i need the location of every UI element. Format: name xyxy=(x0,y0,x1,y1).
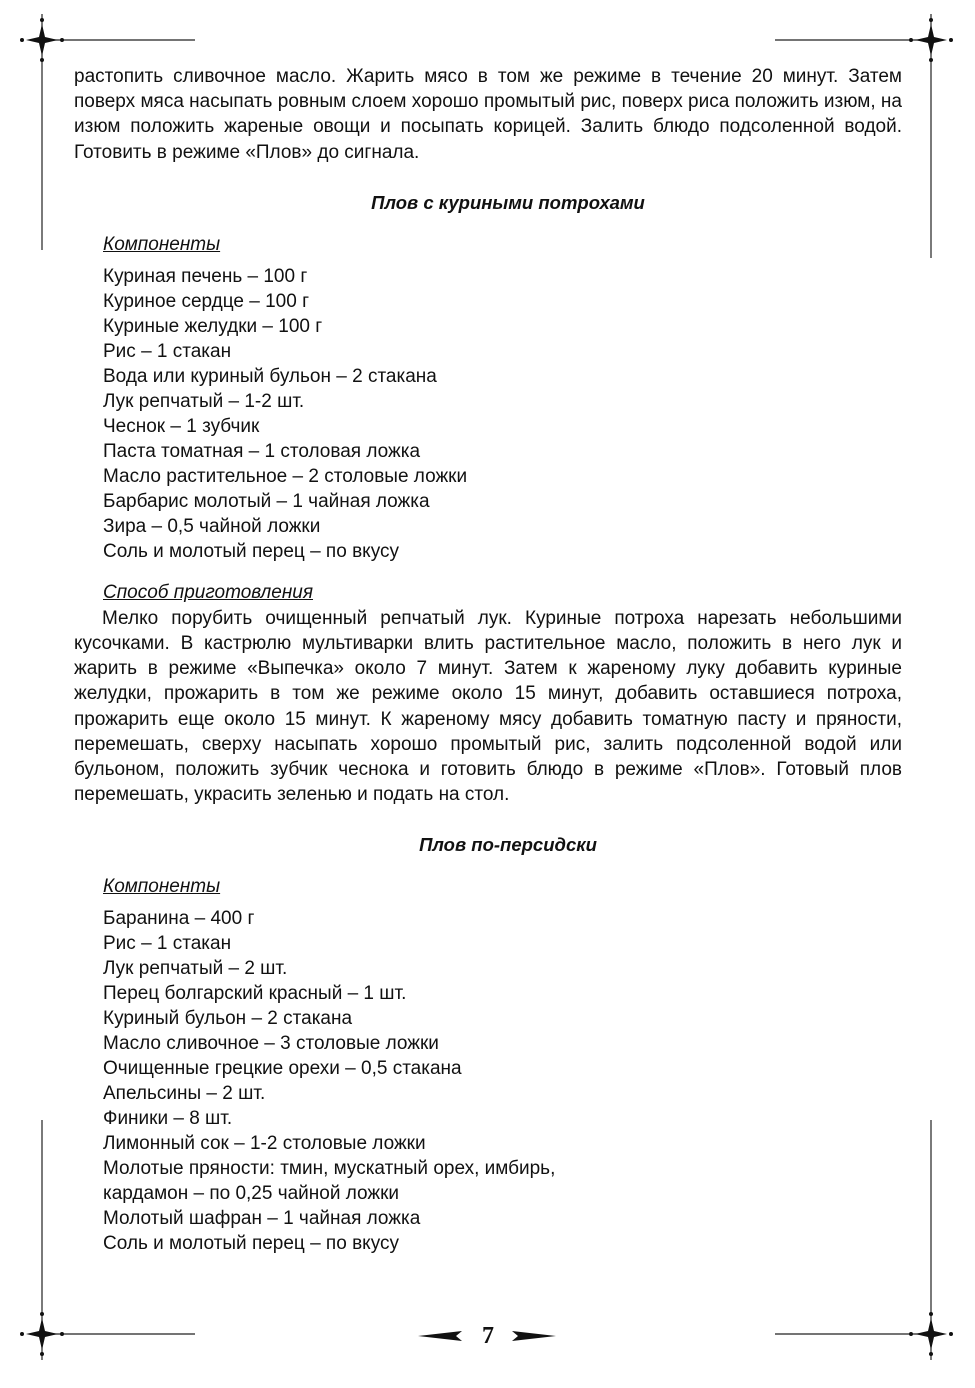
page-content xyxy=(74,64,902,1256)
ingredient-item: Куриный бульон – 2 стакана xyxy=(103,1008,353,1030)
ingredient-item: Соль и молотый перец – по вкусу xyxy=(103,1233,399,1255)
page-number: 7 xyxy=(482,1323,494,1349)
ingredient-item: Баранина – 400 г xyxy=(103,908,255,930)
ingredient-item: Апельсины – 2 шт. xyxy=(103,1083,266,1105)
ingredient-item: Зира – 0,5 чайной ложки xyxy=(103,515,321,537)
ingredient-item: Масло растительное – 2 столовые ложки xyxy=(103,465,468,487)
ingredient-item: Вода или куриный бульон – 2 стакана xyxy=(103,365,437,387)
ingredient-item: Рис – 1 стакан xyxy=(103,933,232,955)
ingredient-item: Паста томатная – 1 столовая ложка xyxy=(103,440,421,462)
intro-paragraph: растопить сливочное масло. Жарить мясо в том же режиме в течение 20 минут. Затем поверх мяса насыпать ровным слоем хорошо промытый рис, поверх риса положить изюм, на изюм положить жареные овощи и посыпать корицей. Залить блюдо подсоленной водой. Готовить в режиме «Плов» до сигнала. xyxy=(74,66,902,163)
method-paragraph: Мелко порубить очищенный репчатый лук. Куриные потроха нарезать небольшими кусочками. В кастрюлю мультиварки влить растительное масло, положить в него лук и жарить в режиме «Выпечка» около 7 минут. Затем к жареному луку добавить куриные желудки, прожарить в том же режиме около 15 минут, добавить оставшиеся потроха, прожарить еще около 15 минут. К жареному мясу добавить томатную пасту и пряности, перемешать, сверху насыпать хорошо промытый рис, залить подсоленной водой или бульоном, положить зубчик чеснока и готовить блюдо в режиме «Плов». Готовый плов перемешать, украсить зеленью и подать на стол. xyxy=(74,607,902,806)
ingredient-list xyxy=(103,264,902,564)
ingredient-item: Лук репчатый – 1-2 шт. xyxy=(103,390,305,412)
method-heading: Способ приготовления xyxy=(103,581,314,603)
ingredient-item: Куриное сердце – 100 г xyxy=(103,290,309,312)
ingredient-item: Лук репчатый – 2 шт. xyxy=(103,958,288,980)
ingredient-item: Куриные желудки – 100 г xyxy=(103,315,323,337)
ingredient-item: Молотый шафран – 1 чайная ложка xyxy=(103,1208,421,1230)
ingredient-list xyxy=(103,906,902,1256)
ingredient-item: кардамон – по 0,25 чайной ложки xyxy=(103,1183,400,1205)
ingredient-item: Очищенные грецкие орехи – 0,5 стакана xyxy=(103,1058,462,1080)
ingredient-item: Масло сливочное – 3 столовые ложки xyxy=(103,1033,439,1055)
ingredient-item: Перец болгарский красный – 1 шт. xyxy=(103,983,407,1005)
ingredient-item: Молотые пряности: тмин, мускатный орех, имбирь, xyxy=(103,1158,556,1180)
recipe-title: Плов по-персидски xyxy=(419,834,597,856)
ingredient-item: Чеснок – 1 зубчик xyxy=(103,415,260,437)
ingredient-item: Куриная печень – 100 г xyxy=(103,265,308,287)
ingredient-item: Лимонный сок – 1-2 столовые ложки xyxy=(103,1133,426,1155)
ingredient-item: Барбарис молотый – 1 чайная ложка xyxy=(103,490,430,512)
components-heading: Компоненты xyxy=(103,876,221,898)
ingredient-item: Соль и молотый перец – по вкусу xyxy=(103,540,399,562)
ingredient-item: Рис – 1 стакан xyxy=(103,340,232,362)
recipe-title: Плов с куриными потрохами xyxy=(371,191,645,213)
components-heading: Компоненты xyxy=(103,233,221,255)
ingredient-item: Финики – 8 шт. xyxy=(103,1108,233,1130)
